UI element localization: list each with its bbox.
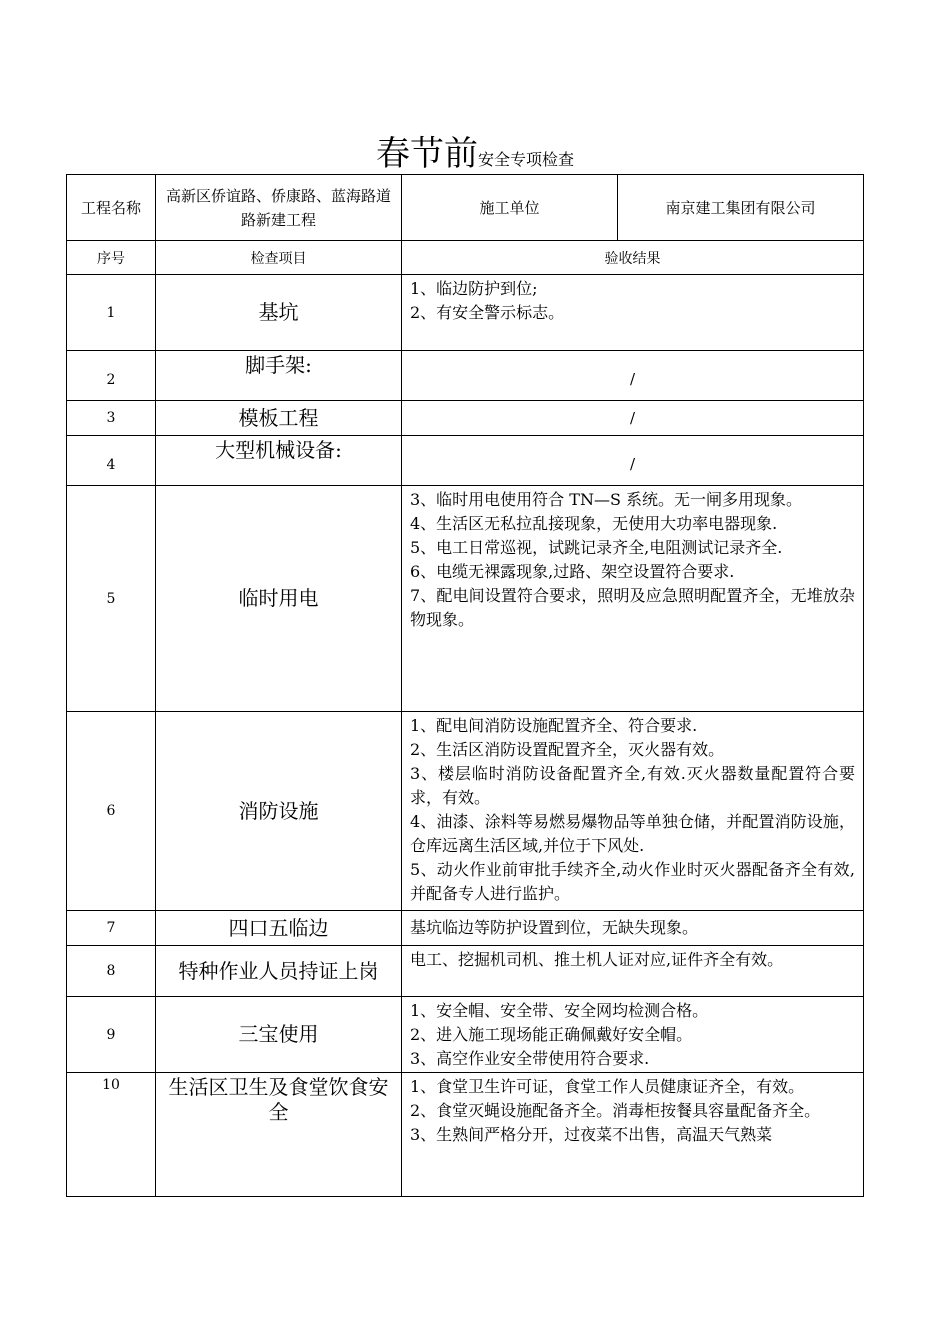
result-line: 1、临边防护到位; [410, 279, 538, 298]
row-seq: 5 [67, 486, 156, 712]
table-row [67, 275, 864, 351]
table-row [67, 997, 864, 1073]
row-item: 大型机械设备: [156, 436, 402, 486]
result-line: 3、高空作业安全带使用符合要求. [410, 1049, 650, 1068]
column-header-row [67, 241, 864, 275]
result-line: 3、楼层临时消防设备配置齐全,有效.灭火器数量配置符合要求，有效。 [410, 764, 855, 807]
row-seq: 10 [67, 1073, 156, 1197]
row-seq: 8 [67, 946, 156, 997]
result-line: 2、进入施工现场能正确佩戴好安全帽。 [410, 1025, 693, 1044]
result-line: 3、临时用电使用符合 TN—S 系统。无一闸多用现象。 [410, 490, 802, 509]
row-item: 临时用电 [156, 486, 402, 712]
row-seq: 6 [67, 712, 156, 911]
item-header: 检查项目 [156, 241, 402, 275]
seq-header: 序号 [67, 241, 156, 275]
result-line: 2、生活区消防设置配置齐全，灭火器有效。 [410, 740, 725, 759]
row-item: 四口五临边 [156, 911, 402, 946]
row-result [402, 275, 864, 351]
table-row [67, 911, 864, 946]
row-item: 模板工程 [156, 401, 402, 436]
table-row [67, 946, 864, 997]
contractor-value: 南京建工集团有限公司 [618, 175, 864, 241]
result-line: 7、配电间设置符合要求，照明及应急照明配置齐全，无堆放杂物现象。 [410, 586, 855, 629]
title-main: 春节前 [375, 134, 478, 174]
result-line: 5、动火作业前审批手续齐全,动火作业时灭火器配备齐全有效,并配备专人进行监护。 [410, 860, 855, 903]
result-header: 验收结果 [402, 241, 864, 275]
result-line: 1、食堂卫生许可证，食堂工作人员健康证齐全，有效。 [410, 1077, 805, 1096]
row-result [402, 911, 864, 946]
row-result [402, 1073, 864, 1197]
row-seq: 2 [67, 351, 156, 401]
result-line: 电工、挖掘机司机、推土机人证对应,证件齐全有效。 [410, 950, 784, 969]
title-sub: 安全专项检查 [477, 150, 574, 169]
contractor-label: 施工单位 [402, 175, 618, 241]
result-line: 基坑临边等防护设置到位，无缺失现象。 [410, 918, 699, 937]
row-result: / [402, 401, 864, 436]
row-item: 脚手架: [156, 351, 402, 401]
row-result [402, 486, 864, 712]
project-name-label: 工程名称 [67, 175, 156, 241]
row-result [402, 712, 864, 911]
row-result: / [402, 436, 864, 486]
row-item: 基坑 [156, 275, 402, 351]
table-row [67, 1073, 864, 1197]
row-result [402, 997, 864, 1073]
row-item: 消防设施 [156, 712, 402, 911]
row-item: 三宝使用 [156, 997, 402, 1073]
result-line: 2、食堂灭蝇设施配备齐全。消毒柜按餐具容量配备齐全。 [410, 1101, 821, 1120]
table-row [67, 712, 864, 911]
row-item: 生活区卫生及食堂饮食安全 [156, 1073, 402, 1197]
row-seq: 4 [67, 436, 156, 486]
row-item: 特种作业人员持证上岗 [156, 946, 402, 997]
result-line: 4、生活区无私拉乱接现象，无使用大功率电器现象. [410, 514, 778, 533]
result-line: 1、安全帽、安全带、安全网均检测合格。 [410, 1001, 709, 1020]
row-result: / [402, 351, 864, 401]
header-row [67, 175, 864, 241]
row-result [402, 946, 864, 997]
inspection-table [66, 174, 864, 1197]
table-row [67, 401, 864, 436]
result-line: 6、电缆无裸露现象,过路、架空设置符合要求. [410, 562, 735, 581]
result-line: 4、油漆、涂料等易燃易爆物品等单独仓储，并配置消防设施，仓库远离生活区域,并位于下风处. [410, 812, 855, 855]
result-line: 2、有安全警示标志。 [410, 303, 565, 322]
table-row [67, 436, 864, 486]
row-seq: 3 [67, 401, 156, 436]
row-seq: 1 [67, 275, 156, 351]
row-seq: 9 [67, 997, 156, 1073]
result-line: 3、生熟间严格分开，过夜菜不出售，高温天气熟菜 [410, 1125, 773, 1144]
result-line: 1、配电间消防设施配置齐全、符合要求. [410, 716, 698, 735]
row-seq: 7 [67, 911, 156, 946]
result-line: 5、电工日常巡视，试跳记录齐全,电阻测试记录齐全. [410, 538, 783, 557]
document-title [0, 126, 950, 175]
table-row [67, 486, 864, 712]
table-row [67, 351, 864, 401]
project-name-value: 高新区侨谊路、侨康路、蓝海路道路新建工程 [156, 175, 402, 241]
